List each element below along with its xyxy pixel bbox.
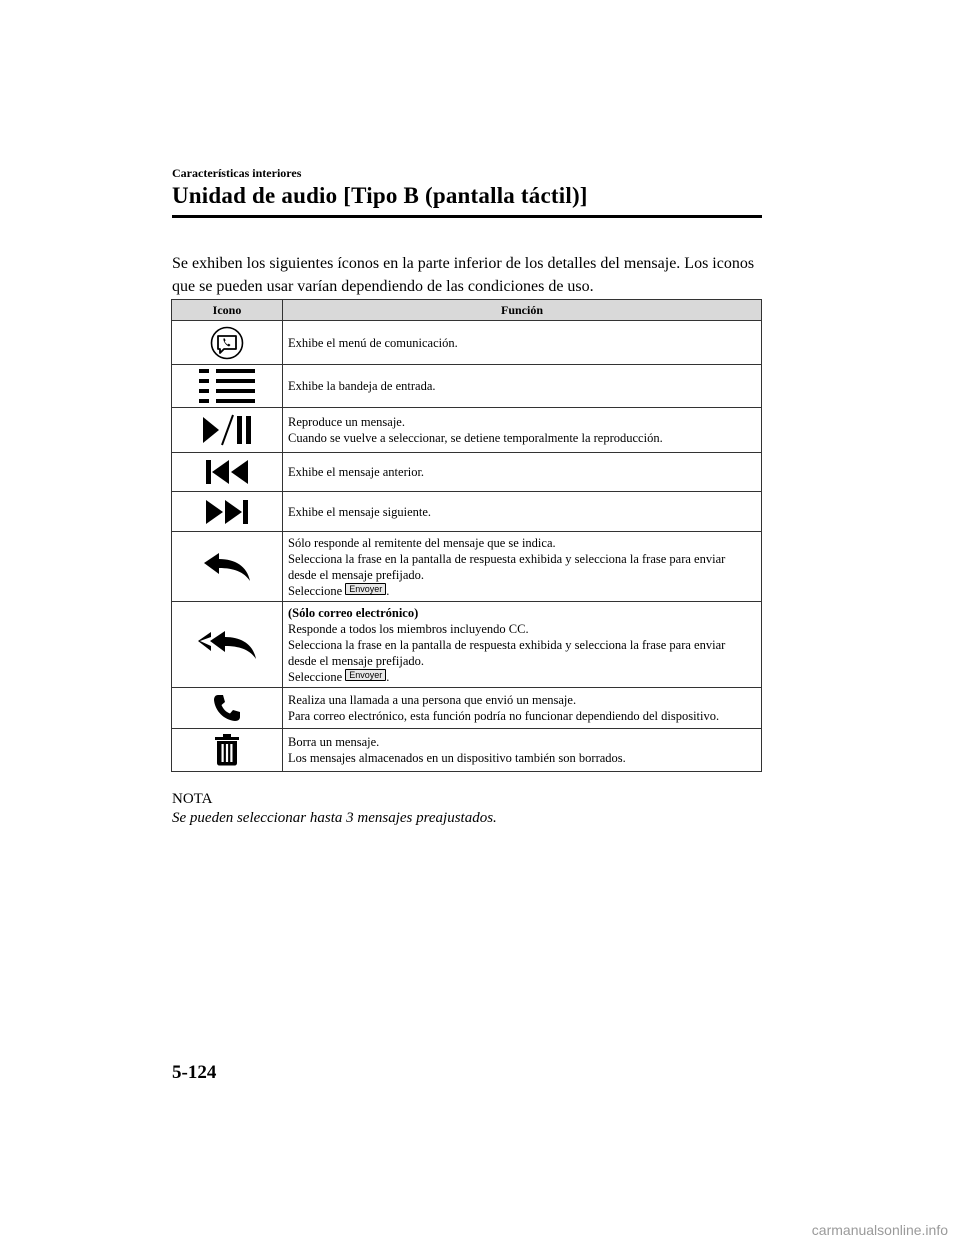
- envoyer-button[interactable]: Envoyer: [345, 583, 386, 595]
- function-text: Exhibe la bandeja de entrada.: [288, 379, 436, 393]
- note-heading: NOTA: [172, 791, 213, 807]
- function-text: Selecciona la frase en la pantalla de respuesta exhibida y selecciona la frase para enviar desde el mensaje prefijado.: [288, 551, 726, 582]
- table-row: [172, 492, 762, 532]
- function-text: Cuando se vuelve a seleccionar, se detiene temporalmente la reproducción.: [288, 431, 663, 445]
- table-row: [172, 688, 762, 729]
- function-text: Sólo responde al remitente del mensaje que se indica.: [288, 535, 556, 550]
- table-row: [172, 365, 762, 408]
- title-divider: [172, 215, 762, 218]
- function-text: Exhibe el mensaje anterior.: [288, 465, 425, 479]
- column-header-icon: Icono: [172, 300, 283, 321]
- previous-icon: [205, 458, 249, 486]
- table-row: [172, 729, 762, 772]
- table-row: [172, 532, 762, 602]
- function-text: Reproduce un mensaje.: [288, 415, 405, 429]
- function-text: Los mensajes almacenados en un dispositivo también son borrados.: [288, 751, 626, 765]
- page-number: 5-124: [172, 1062, 217, 1083]
- function-heading: (Sólo correo electrónico): [288, 605, 419, 620]
- page-title: Unidad de audio [Tipo B (pantalla táctil)]: [172, 183, 588, 208]
- function-text: Selecciona la frase en la pantalla de respuesta exhibida y selecciona la frase para enviar desde el mensaje prefijado.: [288, 637, 726, 668]
- intro-paragraph: Se exhiben los siguientes íconos en la parte inferior de los detalles del mensaje. Los iconos que se pueden usar varían dependiendo de las condiciones de uso.: [172, 255, 755, 295]
- column-header-function: Función: [283, 300, 762, 321]
- table-row: [172, 602, 762, 688]
- section-label: Características interiores: [172, 166, 302, 180]
- play-pause-icon: [201, 413, 253, 447]
- table-row: [172, 321, 762, 365]
- select-instruction: Seleccione Envoyer .: [288, 583, 390, 598]
- envoyer-button[interactable]: Envoyer: [345, 669, 386, 681]
- reply-icon: [203, 552, 251, 582]
- watermark: carmanualsonline.info: [811, 1222, 948, 1238]
- icon-function-table: [171, 299, 762, 772]
- communication-menu-icon: [210, 326, 244, 360]
- table-row: [172, 453, 762, 492]
- function-text: Borra un mensaje.: [288, 735, 380, 749]
- function-text: Realiza una llamada a una persona que envió un mensaje.: [288, 693, 577, 707]
- next-icon: [205, 498, 249, 526]
- inbox-list-icon: [198, 368, 256, 404]
- table-row: [172, 408, 762, 453]
- function-text: Responde a todos los miembros incluyendo CC.: [288, 621, 529, 636]
- note-text: Se pueden seleccionar hasta 3 mensajes preajustados.: [172, 810, 497, 826]
- function-text: Exhibe el mensaje siguiente.: [288, 504, 432, 519]
- function-text: Exhibe el menú de comunicación.: [288, 335, 458, 350]
- trash-icon: [214, 734, 240, 766]
- select-instruction: Seleccione Envoyer .: [288, 669, 390, 684]
- phone-call-icon: [212, 693, 242, 723]
- function-text: Para correo electrónico, esta función podría no funcionar dependiendo del dispositivo.: [288, 709, 720, 723]
- reply-all-icon: [197, 630, 257, 660]
